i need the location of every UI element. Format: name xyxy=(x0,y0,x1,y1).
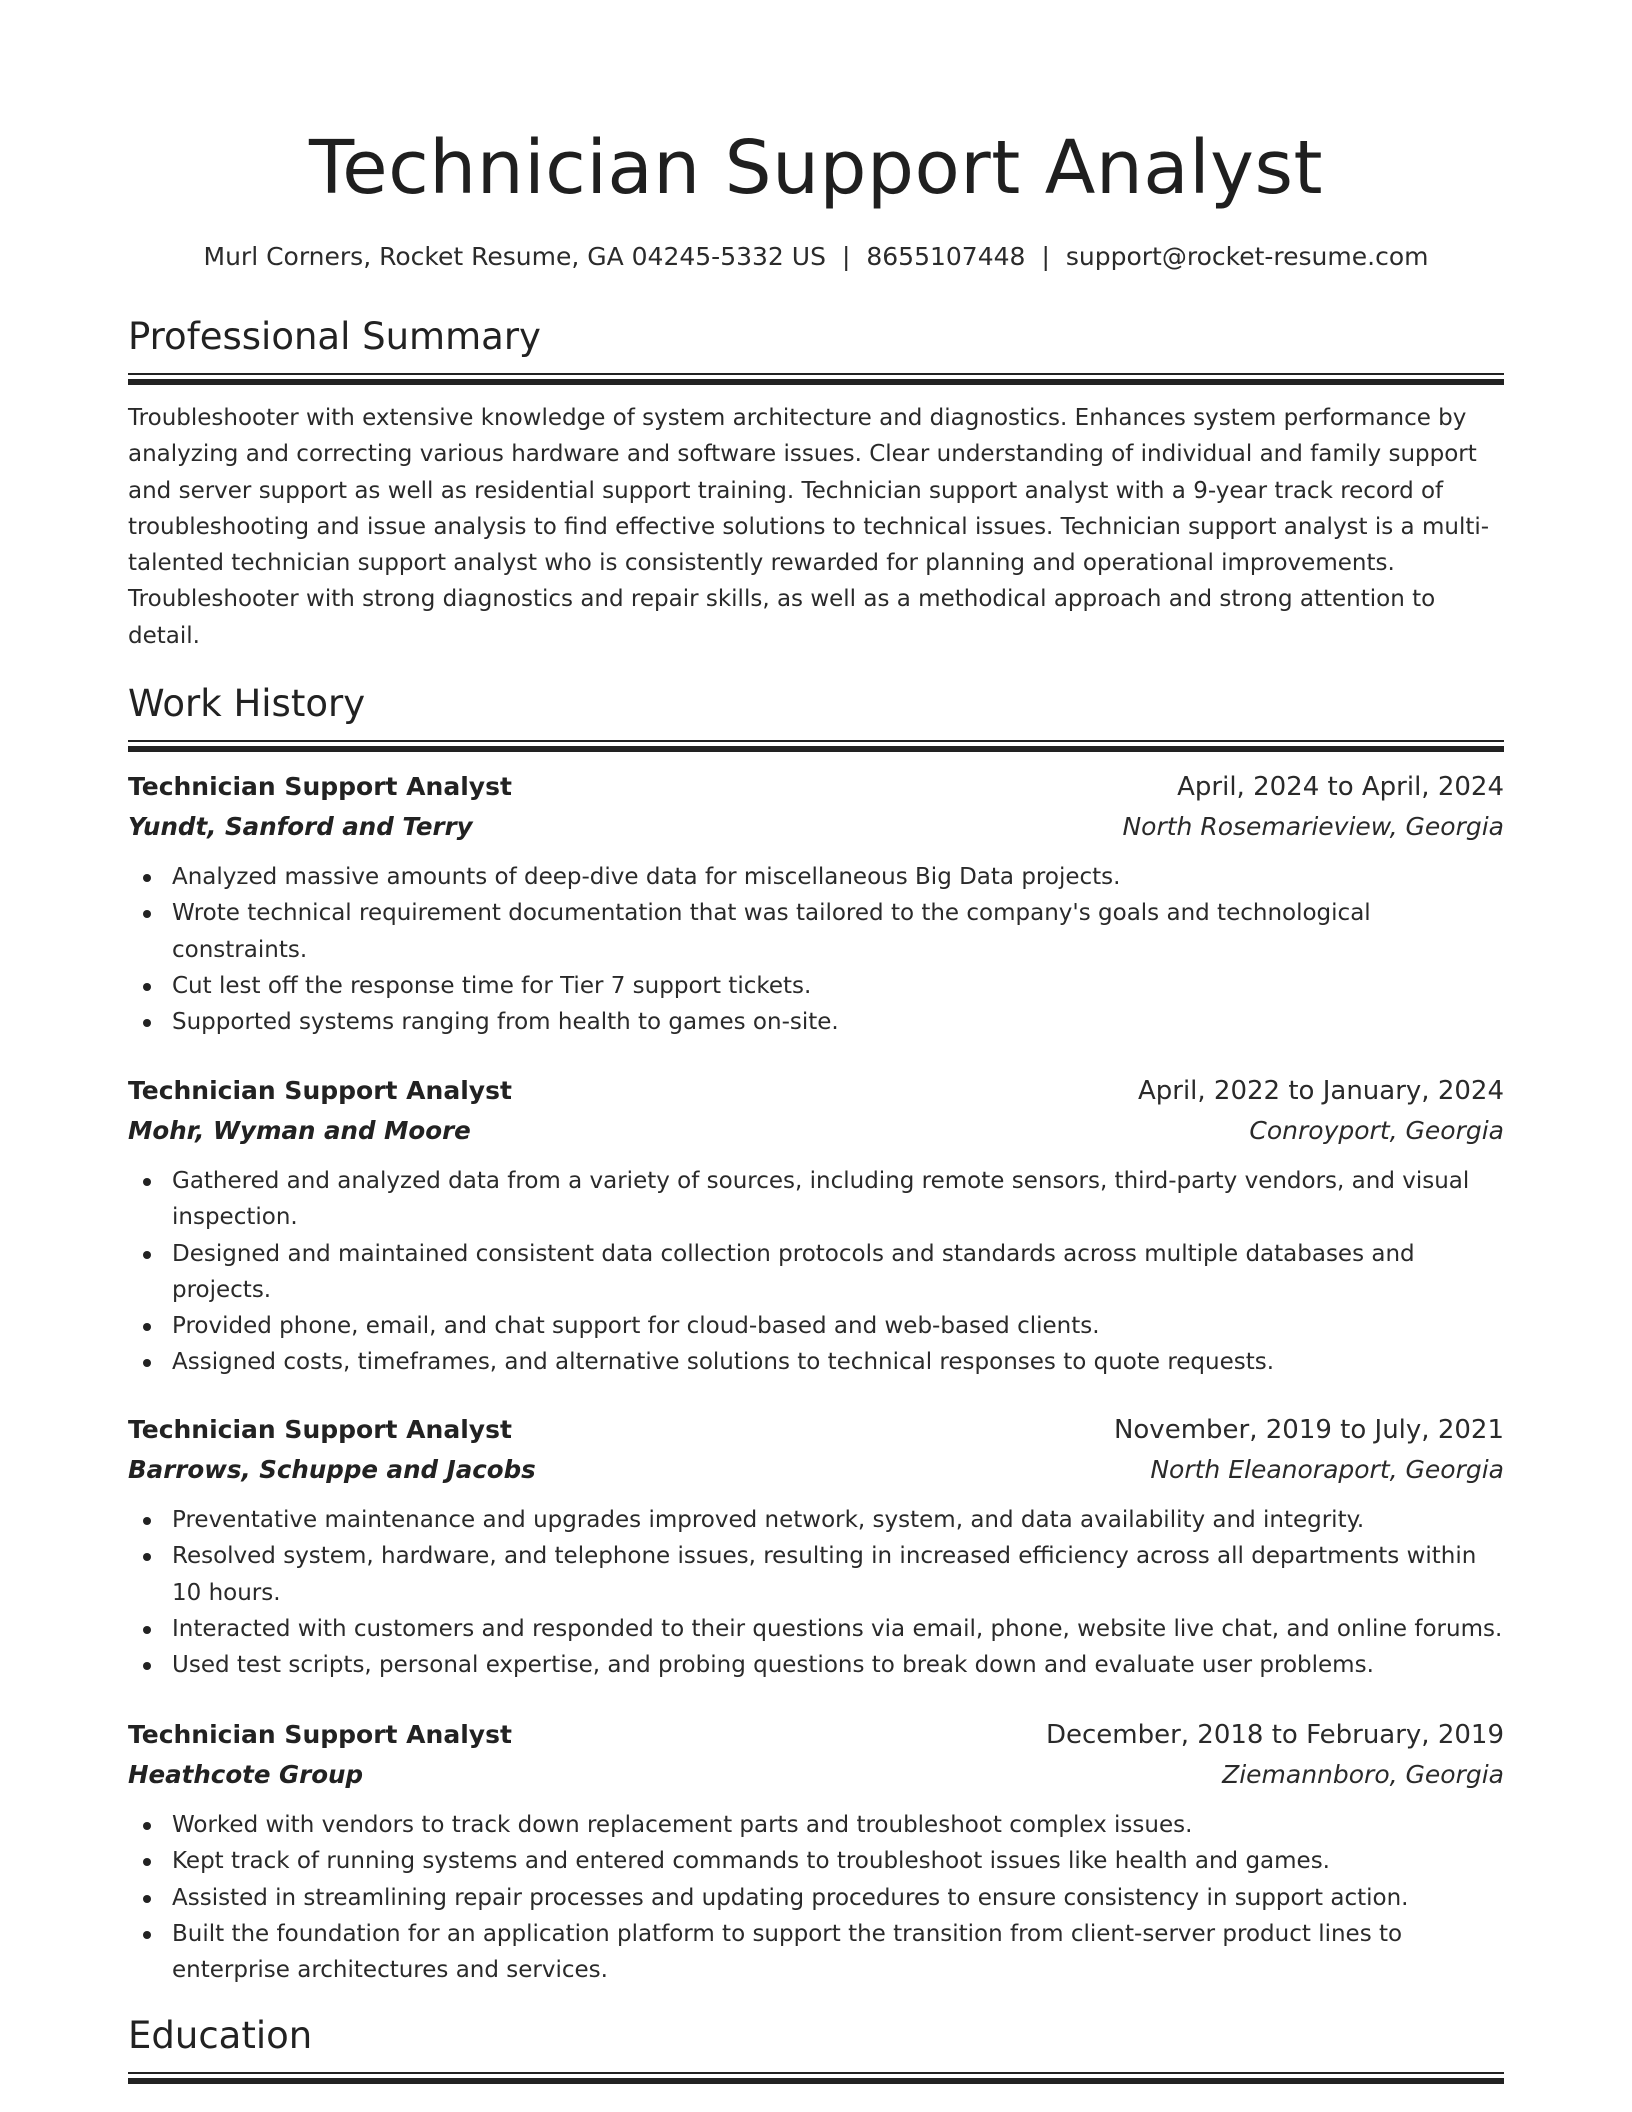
job-bullets xyxy=(128,1807,1504,1988)
job-bullet-text: Assigned costs, timeframes, and alternative solutions to technical responses to quote requests. xyxy=(172,1349,1275,1376)
job-bullet-text: Analyzed massive amounts of deep-dive data for miscellaneous Big Data projects. xyxy=(172,864,1121,890)
job-bullet xyxy=(128,1004,1504,1040)
job-bullet xyxy=(128,859,1504,895)
job-bullet xyxy=(128,1163,1504,1236)
job-entry xyxy=(128,1715,1504,1988)
job-bullet-text: Gathered and analyzed data from a variety of sources, including remote sensors, third-party vendors, and visual inspection. xyxy=(172,1168,1470,1231)
job-company: Barrows, Schuppe and Jacobs xyxy=(128,1455,536,1484)
job-header-row xyxy=(128,767,1504,807)
summary-heading: Professional Summary xyxy=(128,315,541,358)
bullet-dot-icon xyxy=(143,983,151,991)
job-dates: April, 2024 to April, 2024 xyxy=(1177,772,1504,802)
job-bullet-text: Wrote technical requirement documentation that was tailored to the company's goals and technological constraints. xyxy=(172,900,1371,963)
bullet-dot-icon xyxy=(143,910,151,918)
job-company: Mohr, Wyman and Moore xyxy=(128,1116,471,1145)
bullet-dot-icon xyxy=(143,1178,151,1186)
job-company-row xyxy=(128,1755,1504,1795)
bullet-dot-icon xyxy=(143,1662,151,1670)
job-bullet-text: Supported systems ranging from health to games on-site. xyxy=(172,1009,839,1036)
job-location: North Rosemarieview, Georgia xyxy=(1122,812,1504,841)
bullet-dot-icon xyxy=(143,1626,151,1634)
job-bullet xyxy=(128,895,1504,968)
bullet-dot-icon xyxy=(143,1019,151,1027)
job-bullet-text: Designed and maintained consistent data collection protocols and standards across multiple databases and projects. xyxy=(172,1240,1415,1303)
bullet-dot-icon xyxy=(143,1822,151,1830)
job-bullet xyxy=(128,1538,1504,1611)
job-bullet xyxy=(128,1611,1504,1647)
job-bullets xyxy=(128,1163,1504,1381)
job-title: Technician Support Analyst xyxy=(128,1076,512,1105)
job-bullet xyxy=(128,1308,1504,1344)
job-bullet xyxy=(128,1880,1504,1916)
job-header-row xyxy=(128,1071,1504,1111)
job-company-row xyxy=(128,1450,1504,1490)
job-company: Heathcote Group xyxy=(128,1760,364,1789)
job-bullet-text: Interacted with customers and responded to their questions via email, phone, website live chat, and online forums. xyxy=(172,1615,1503,1642)
section-divider xyxy=(128,740,1504,753)
job-entry xyxy=(128,1071,1504,1381)
job-bullet xyxy=(128,1807,1504,1843)
bullet-dot-icon xyxy=(143,1323,151,1331)
job-company-row xyxy=(128,1111,1504,1151)
job-bullet xyxy=(128,1502,1504,1538)
job-header-row xyxy=(128,1715,1504,1755)
job-bullet-text: Built the foundation for an application platform to support the transition from client-server product lines to enterprise architectures and services. xyxy=(172,1920,1403,1984)
bullet-dot-icon xyxy=(143,1359,151,1367)
job-bullet-text: Cut lest off the response time for Tier 7 support tickets. xyxy=(172,972,812,999)
bullet-dot-icon xyxy=(143,1895,151,1903)
job-bullets xyxy=(128,1502,1504,1683)
work-history-section xyxy=(128,680,1504,753)
bullet-dot-icon xyxy=(143,1931,151,1939)
bullet-dot-icon xyxy=(143,874,151,882)
contact-address: Murl Corners, Rocket Resume, GA 04245-5332 US xyxy=(203,242,826,271)
job-dates: December, 2018 to February, 2019 xyxy=(1045,1720,1504,1750)
contact-phone: 8655107448 xyxy=(866,242,1026,271)
job-header-row xyxy=(128,1410,1504,1450)
job-bullet-text: Preventative maintenance and upgrades improved network, system, and data availability and integrity. xyxy=(172,1507,1365,1533)
contact-line xyxy=(128,240,1504,274)
section-divider xyxy=(128,373,1504,386)
bullet-dot-icon xyxy=(143,1858,151,1866)
summary-section xyxy=(128,313,1504,654)
job-bullet-text: Provided phone, email, and chat support for cloud-based and web-based clients. xyxy=(172,1313,1100,1340)
job-location: North Eleanoraport, Georgia xyxy=(1150,1455,1504,1484)
job-company-row xyxy=(128,807,1504,847)
job-bullet-text: Resolved system, hardware, and telephone issues, resulting in increased efficiency across all departments within 10 hours. xyxy=(172,1543,1477,1606)
job-bullet-text: Used test scripts, personal expertise, and probing questions to break down and evaluate user problems. xyxy=(172,1652,1374,1679)
job-bullet xyxy=(128,1843,1504,1879)
contact-separator: | xyxy=(1041,242,1050,271)
job-dates: April, 2022 to January, 2024 xyxy=(1137,1076,1504,1106)
job-entry xyxy=(128,1410,1504,1683)
job-bullets xyxy=(128,859,1504,1040)
job-bullet xyxy=(128,1916,1504,1989)
job-bullet-text: Kept track of running systems and entered commands to troubleshoot issues like health and games. xyxy=(172,1848,1330,1875)
resume-name: Technician Support Analyst xyxy=(308,125,1324,211)
contact-separator: | xyxy=(841,242,851,271)
job-bullet-text: Worked with vendors to track down replacement parts and troubleshoot complex issues. xyxy=(172,1812,1193,1838)
job-bullet-text: Assisted in streamlining repair processes and updating procedures to ensure consistency in support action. xyxy=(172,1884,1409,1911)
job-bullet xyxy=(128,1236,1504,1309)
bullet-dot-icon xyxy=(143,1251,151,1259)
bullet-dot-icon xyxy=(143,1553,151,1561)
job-bullet xyxy=(128,1344,1504,1380)
job-company: Yundt, Sanford and Terry xyxy=(128,812,473,841)
job-title: Technician Support Analyst xyxy=(128,1415,512,1444)
section-divider xyxy=(128,2072,1504,2085)
summary-text: Troubleshooter with extensive knowledge of system architecture and diagnostics. Enhances system performance by analyzing and correcting various hardware and software issues. Clear understanding of individual and family support and server support as well as residential support training. Technician support analyst with a 9-year track record of troubleshooting and issue analysis to find effective solutions to technical issues. Technician support analyst is a multi-talented technician support analyst who is consistently rewarded for planning and operational improvements. Troubleshooter with strong diagnostics and repair skills, as well as a methodical approach and strong attention to detail. xyxy=(128,405,1490,649)
contact-email: support@rocket-resume.com xyxy=(1065,242,1429,271)
job-entry xyxy=(128,767,1504,1040)
bullet-dot-icon xyxy=(143,1517,151,1525)
job-bullet xyxy=(128,968,1504,1004)
education-heading: Education xyxy=(128,2014,313,2057)
education-section xyxy=(128,2012,1504,2085)
job-location: Ziemannboro, Georgia xyxy=(1222,1760,1504,1789)
job-location: Conroyport, Georgia xyxy=(1249,1116,1504,1145)
job-title: Technician Support Analyst xyxy=(128,1720,512,1749)
job-title: Technician Support Analyst xyxy=(128,772,512,801)
job-bullet xyxy=(128,1647,1504,1683)
job-dates: November, 2019 to July, 2021 xyxy=(1113,1415,1504,1445)
work-history-heading: Work History xyxy=(128,682,366,725)
